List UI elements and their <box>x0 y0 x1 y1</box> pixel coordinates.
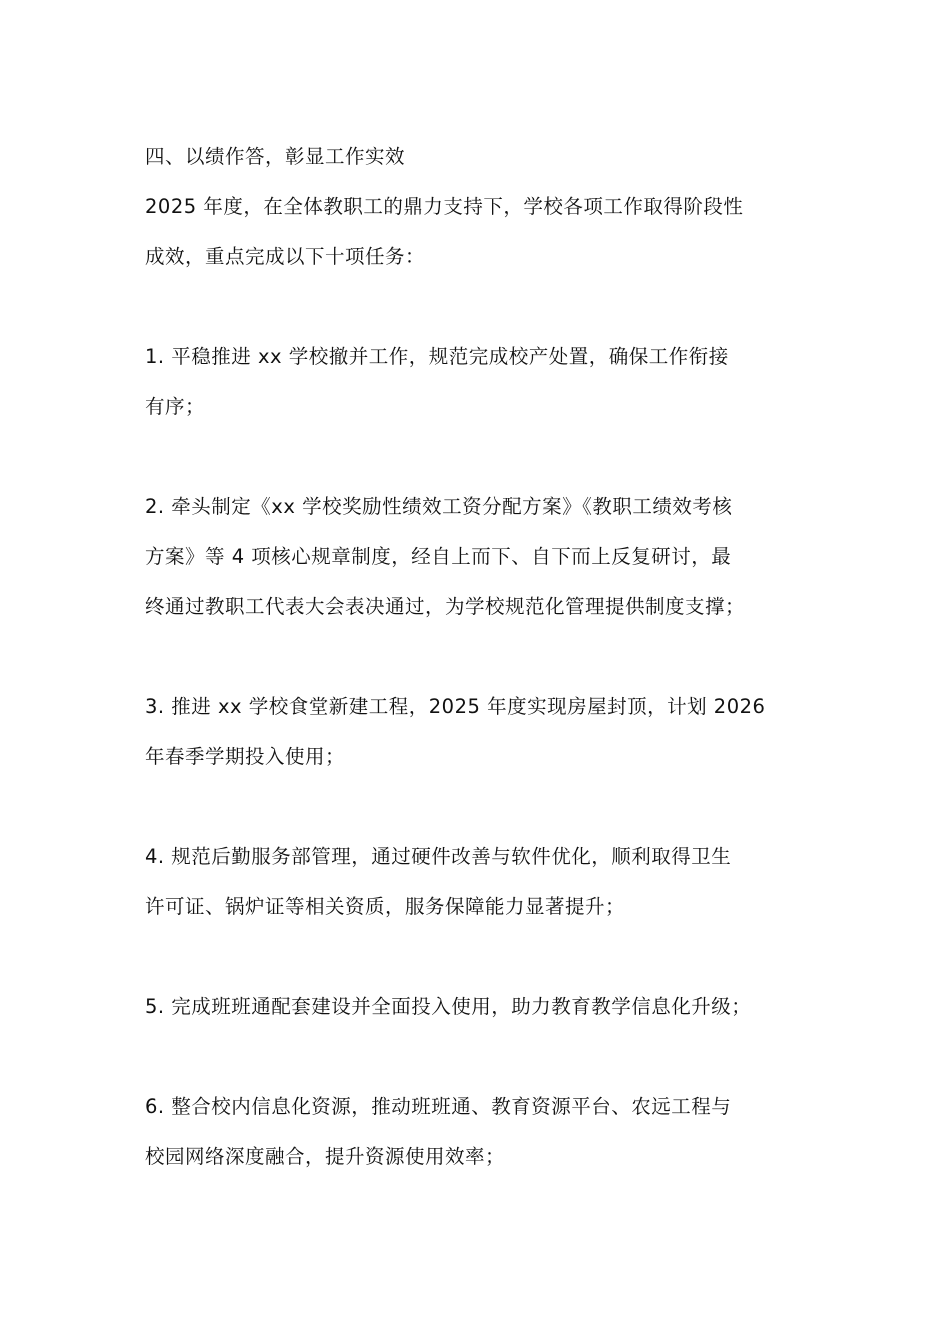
task-line: 许可证、锅炉证等相关资质，服务保障能力显著提升； <box>145 895 626 918</box>
paragraph-spacer <box>145 432 810 482</box>
paragraph-spacer <box>145 1032 810 1082</box>
intro-line: 2025 年度，在全体教职工的鼎力支持下，学校各项工作取得阶段性 <box>145 195 744 218</box>
task-item-1 <box>145 332 810 432</box>
heading-line: 四、以绩作答，彰显工作实效 <box>145 145 406 168</box>
task-item-6 <box>145 1082 810 1182</box>
task-line: 3. 推进 xx 学校食堂新建工程，2025 年度实现房屋封顶，计划 2026 <box>145 695 766 718</box>
paragraph-spacer <box>145 282 810 332</box>
task-line: 1. 平稳推进 xx 学校撤并工作，规范完成校产处置，确保工作衔接 <box>145 345 729 368</box>
task-item-5 <box>145 982 810 1032</box>
task-line: 年春季学期投入使用； <box>145 745 346 768</box>
task-item-3 <box>145 682 810 782</box>
task-line: 终通过教职工代表大会表决通过，为学校规范化管理提供制度支撑； <box>145 595 746 618</box>
task-line: 5. 完成班班通配套建设并全面投入使用，助力教育教学信息化升级； <box>145 995 752 1018</box>
paragraph-spacer <box>145 932 810 982</box>
document-body <box>145 132 810 1182</box>
task-item-4 <box>145 832 810 932</box>
task-line: 2. 牵头制定《xx 学校奖励性绩效工资分配方案》《教职工绩效考核 <box>145 495 733 518</box>
task-line: 校园网络深度融合，提升资源使用效率； <box>145 1145 506 1168</box>
task-line: 6. 整合校内信息化资源，推动班班通、教育资源平台、农远工程与 <box>145 1095 732 1118</box>
section-heading <box>145 132 810 182</box>
task-line: 方案》等 4 项核心规章制度，经自上而下、自下而上反复研讨，最 <box>145 545 732 568</box>
paragraph-spacer <box>145 632 810 682</box>
task-line: 有序； <box>145 395 206 418</box>
intro-line: 成效，重点完成以下十项任务： <box>145 245 426 268</box>
paragraph-spacer <box>145 782 810 832</box>
task-item-2 <box>145 482 810 632</box>
intro-paragraph <box>145 182 810 282</box>
task-line: 4. 规范后勤服务部管理，通过硬件改善与软件优化，顺利取得卫生 <box>145 845 732 868</box>
